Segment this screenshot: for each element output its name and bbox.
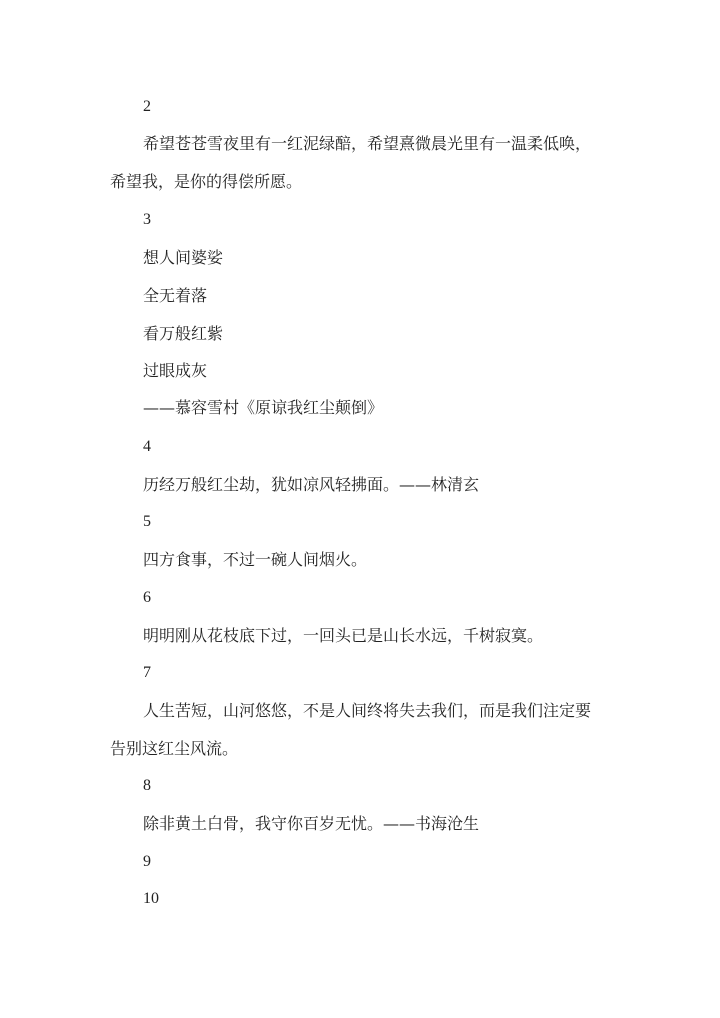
poem-line: 想人间婆娑 — [143, 248, 224, 267]
section-number-7: 7 — [143, 664, 151, 681]
poem-line: 过眼成灰 — [143, 361, 208, 380]
section-number-8: 8 — [143, 777, 151, 794]
paragraph-line: 明明刚从花枝底下过，一回头已是山长水远，千树寂寞。 — [143, 626, 544, 645]
section-number-10: 10 — [143, 890, 159, 907]
section-number-5: 5 — [143, 513, 151, 530]
section-number-6: 6 — [143, 589, 151, 606]
paragraph-line: 四方食事，不过一碗人间烟火。 — [143, 550, 368, 569]
paragraph-line: 告别这红尘风流。 — [110, 739, 239, 758]
section-number-4: 4 — [143, 438, 151, 455]
section-number-2: 2 — [143, 98, 151, 115]
section-number-9: 9 — [143, 853, 151, 870]
poem-line: 看万般红紫 — [143, 324, 224, 343]
attribution-line: ——慕容雪村《原谅我红尘颠倒》 — [143, 398, 384, 417]
paragraph-line: 除非黄土白骨，我守你百岁无忧。——书海沧生 — [143, 814, 480, 833]
paragraph-line: 人生苦短，山河悠悠，不是人间终将失去我们，而是我们注定要 — [143, 701, 592, 720]
paragraph-line: 希望苍苍雪夜里有一红泥绿醅，希望熹微晨光里有一温柔低唤， — [143, 134, 592, 153]
paragraph-line: 历经万般红尘劫，犹如凉风轻拂面。——林清玄 — [143, 475, 480, 494]
section-number-3: 3 — [143, 211, 151, 228]
paragraph-line: 希望我，是你的得偿所愿。 — [110, 172, 303, 191]
poem-line: 全无着落 — [143, 286, 208, 305]
